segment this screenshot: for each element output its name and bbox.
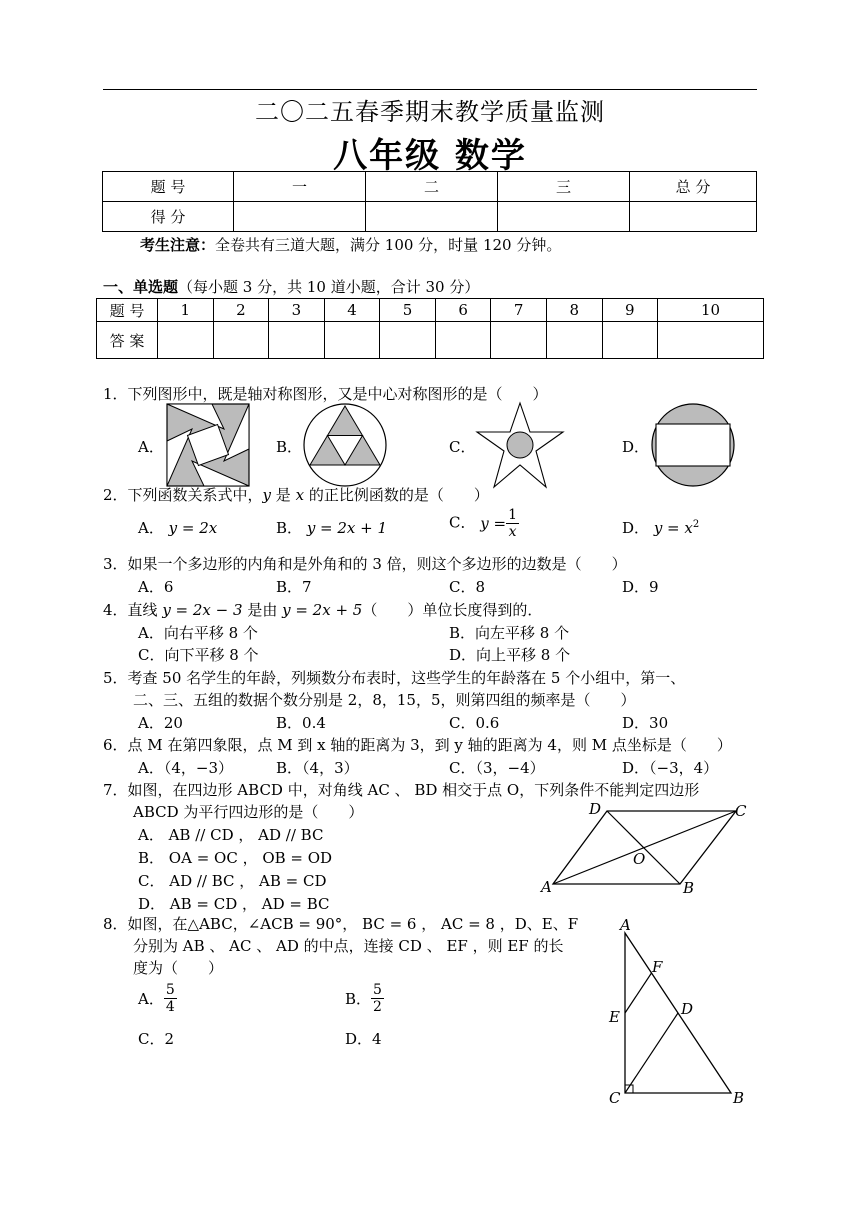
answer-input-cell[interactable] (546, 322, 602, 359)
option-letter: C． (449, 513, 476, 532)
answer-number-cell: 7 (491, 299, 547, 322)
q1-option-d[interactable]: D． (622, 438, 650, 456)
q2-stem-part: 是 (271, 486, 296, 504)
score-input-cell[interactable] (234, 202, 366, 232)
answer-input-cell[interactable] (213, 322, 269, 359)
q2-option-a[interactable] (138, 517, 217, 538)
q7-option-c[interactable]: C． AD // BC ， AB = CD (138, 872, 327, 890)
q1-figure-a (166, 403, 250, 487)
q6-option-d[interactable]: D．（−3，4） (622, 759, 719, 777)
answer-number-cell: 4 (324, 299, 380, 322)
q4-stem-part: （ ）单位长度得到的． (362, 601, 543, 619)
answer-input-cell[interactable] (491, 322, 547, 359)
notice-text: 全卷共有三道大题，满分 100 分，时量 120 分钟。 (215, 236, 562, 254)
q4-option-d[interactable]: D．向上平移 8 个 (449, 646, 571, 664)
score-table-header-row (103, 172, 757, 202)
q7-option-a[interactable]: A． AB // CD ， AD // BC (138, 826, 324, 844)
option-letter: B． (276, 519, 303, 537)
q5-option-a[interactable]: A．20 (138, 714, 183, 732)
score-input-cell[interactable] (498, 202, 630, 232)
answer-input-cell[interactable] (324, 322, 380, 359)
answer-header-cell: 题 号 (97, 299, 158, 322)
q8-option-c[interactable]: C．2 (138, 1030, 175, 1048)
q5-option-b[interactable]: B．0.4 (276, 714, 326, 732)
q1-figure-b (302, 402, 388, 488)
q4-stem-part: 是由 (242, 601, 283, 619)
q4-stem-part: 4．直线 (103, 601, 163, 619)
score-cell: 题 号 (103, 172, 234, 202)
answer-number-cell: 3 (269, 299, 325, 322)
q8-option-a[interactable] (138, 982, 177, 1015)
figure-label-d: D (681, 1000, 694, 1018)
notice-label: 考生注意： (140, 236, 216, 254)
answer-number-cell: 10 (658, 299, 764, 322)
q6-option-c[interactable]: C．（3，−4） (449, 759, 545, 777)
exam-notice (140, 234, 561, 255)
option-letter: D． (622, 519, 650, 537)
fraction-denominator: 2 (373, 999, 382, 1016)
score-table (102, 171, 757, 232)
q6-option-a[interactable]: A．（4，−3） (138, 759, 233, 777)
q4-option-c[interactable]: C．向下平移 8 个 (138, 646, 259, 664)
exam-subtitle: 二〇二五春季期末教学质量监测 (255, 98, 605, 126)
answer-table (96, 298, 764, 359)
fraction (371, 982, 384, 1015)
answer-input-cell[interactable] (380, 322, 436, 359)
q4-expr: y = 2x + 5 (282, 601, 363, 619)
score-cell: 得 分 (103, 202, 234, 232)
question-8-stem-line3: 度为（ ） (133, 959, 224, 977)
answer-input-cell[interactable] (269, 322, 325, 359)
question-4-stem (103, 599, 542, 620)
fraction-numerator: 1 (508, 507, 517, 523)
answer-input-cell[interactable] (435, 322, 491, 359)
answer-number-cell: 1 (158, 299, 214, 322)
q3-option-a[interactable]: A．6 (138, 578, 174, 596)
score-cell: 二 (366, 172, 498, 202)
q1-option-a[interactable]: A． (138, 438, 164, 456)
option-expr: y = x (653, 519, 693, 537)
question-3-stem: 3．如果一个多边形的内角和是外角和的 3 倍，则这个多边形的边数是（ ） (103, 555, 627, 573)
q3-option-d[interactable]: D．9 (622, 578, 659, 596)
section-heading (103, 276, 479, 297)
fraction-numerator: 5 (165, 982, 175, 998)
question-8-stem-line2: 分别为 AB 、 AC 、 AD 的中点，连接 CD 、 EF ，则 EF 的长 (133, 937, 564, 955)
question-5-stem-line2: 二、三、五组的数据个数分别是 2，8，15，5，则第四组的频率是（ ） (133, 691, 636, 709)
q1-option-b[interactable]: B． (276, 438, 303, 456)
figure-label-c: C (735, 802, 747, 820)
q8-option-b[interactable] (345, 982, 384, 1015)
q2-var-y: y (262, 486, 272, 504)
q8-option-d[interactable]: D．4 (345, 1030, 382, 1048)
q6-option-b[interactable]: B．（4，3） (276, 759, 359, 777)
q3-option-c[interactable]: C．8 (449, 578, 486, 596)
figure-label-b: B (683, 879, 695, 897)
answer-input-cell[interactable] (602, 322, 658, 359)
figure-label-a: A (541, 878, 552, 896)
answer-number-cell: 9 (602, 299, 658, 322)
answer-number-cell: 6 (435, 299, 491, 322)
score-input-cell[interactable] (366, 202, 498, 232)
q7-parallelogram-figure (540, 798, 755, 898)
q1-option-c[interactable]: C． (449, 438, 476, 456)
answer-table-number-row (97, 299, 764, 322)
figure-label-f: F (652, 958, 663, 976)
fraction-denominator: 4 (165, 999, 175, 1016)
answer-table-answer-row (97, 322, 764, 359)
score-cell: 一 (234, 172, 366, 202)
fraction (506, 507, 519, 540)
figure-label-a: A (620, 916, 631, 934)
fraction (164, 982, 177, 1015)
question-7-stem-line2: ABCD 为平行四边形的是（ ） (133, 803, 364, 821)
answer-header-cell: 答 案 (97, 322, 158, 359)
score-input-cell[interactable] (630, 202, 757, 232)
page-title: 八年级 数学 (333, 136, 527, 176)
fraction-denominator: x (508, 524, 517, 541)
answer-number-cell: 8 (546, 299, 602, 322)
figure-label-c: C (609, 1089, 621, 1107)
q3-option-b[interactable]: B．7 (276, 578, 312, 596)
q5-option-d[interactable]: D．30 (622, 714, 669, 732)
exponent: 2 (692, 519, 700, 530)
option-expr: y = 2x (168, 519, 218, 537)
option-expr: y = 2x + 1 (306, 519, 388, 537)
q7-option-b[interactable]: B． OA = OC ， OB = OD (138, 849, 333, 867)
q2-option-d[interactable] (622, 517, 699, 538)
option-expr: y = (480, 514, 507, 533)
q4-option-a[interactable]: A．向右平移 8 个 (138, 624, 258, 642)
question-2-stem (103, 484, 489, 505)
question-7-stem-line1: 7．如图，在四边形 ABCD 中，对角线 AC 、 BD 相交于点 O，下列条件不能判定四边形 (103, 781, 700, 799)
answer-input-cell[interactable] (158, 322, 214, 359)
q2-var-x: x (295, 486, 305, 504)
answer-number-cell: 5 (380, 299, 436, 322)
option-letter: B． (345, 990, 372, 1009)
q5-option-c[interactable]: C．0.6 (449, 714, 500, 732)
question-6-stem: 6．点 M 在第四象限，点 M 到 x 轴的距离为 3，到 y 轴的距离为 4，则 M 点坐标是（ ） (103, 736, 732, 754)
score-table-score-row (103, 202, 757, 232)
q4-option-b[interactable]: B．向左平移 8 个 (449, 624, 570, 642)
q1-figure-c (474, 401, 566, 489)
figure-label-o: O (633, 850, 646, 868)
q2-stem-part: 2．下列函数关系式中， (103, 486, 263, 504)
q4-expr: y = 2x − 3 (162, 601, 243, 619)
score-cell: 总 分 (630, 172, 757, 202)
section-desc: （每小题 3 分，共 10 道小题，合计 30 分） (178, 278, 480, 296)
q2-stem-part: 的正比例函数的是（ ） (304, 486, 489, 504)
question-5-stem-line1: 5．考查 50 名学生的年龄，列频数分布表时，这些学生的年龄落在 5 个小组中，第一、 (103, 669, 686, 687)
option-letter: A． (138, 519, 164, 537)
q2-option-b[interactable] (276, 517, 387, 538)
question-1-stem: 1．下列图形中，既是轴对称图形，又是中心对称图形的是（ ） (103, 385, 548, 403)
q7-option-d[interactable]: D． AB = CD ， AD = BC (138, 895, 330, 913)
q2-option-c[interactable] (449, 507, 519, 540)
q8-triangle-figure (605, 915, 755, 1110)
option-letter: A． (138, 990, 164, 1009)
answer-number-cell: 2 (213, 299, 269, 322)
question-8-stem-line1: 8．如图，在△ABC，∠ACB = 90°， BC = 6 ， AC = 8 ，D、E、F (103, 915, 579, 933)
answer-input-cell[interactable] (658, 322, 764, 359)
figure-label-b: B (733, 1089, 745, 1107)
figure-label-d: D (589, 800, 602, 818)
section-title: 一、单选题 (103, 278, 179, 296)
q1-figure-d (650, 402, 736, 488)
score-cell: 三 (498, 172, 630, 202)
fraction-numerator: 5 (373, 982, 382, 998)
figure-label-e: E (609, 1008, 620, 1026)
top-rule (103, 89, 757, 90)
